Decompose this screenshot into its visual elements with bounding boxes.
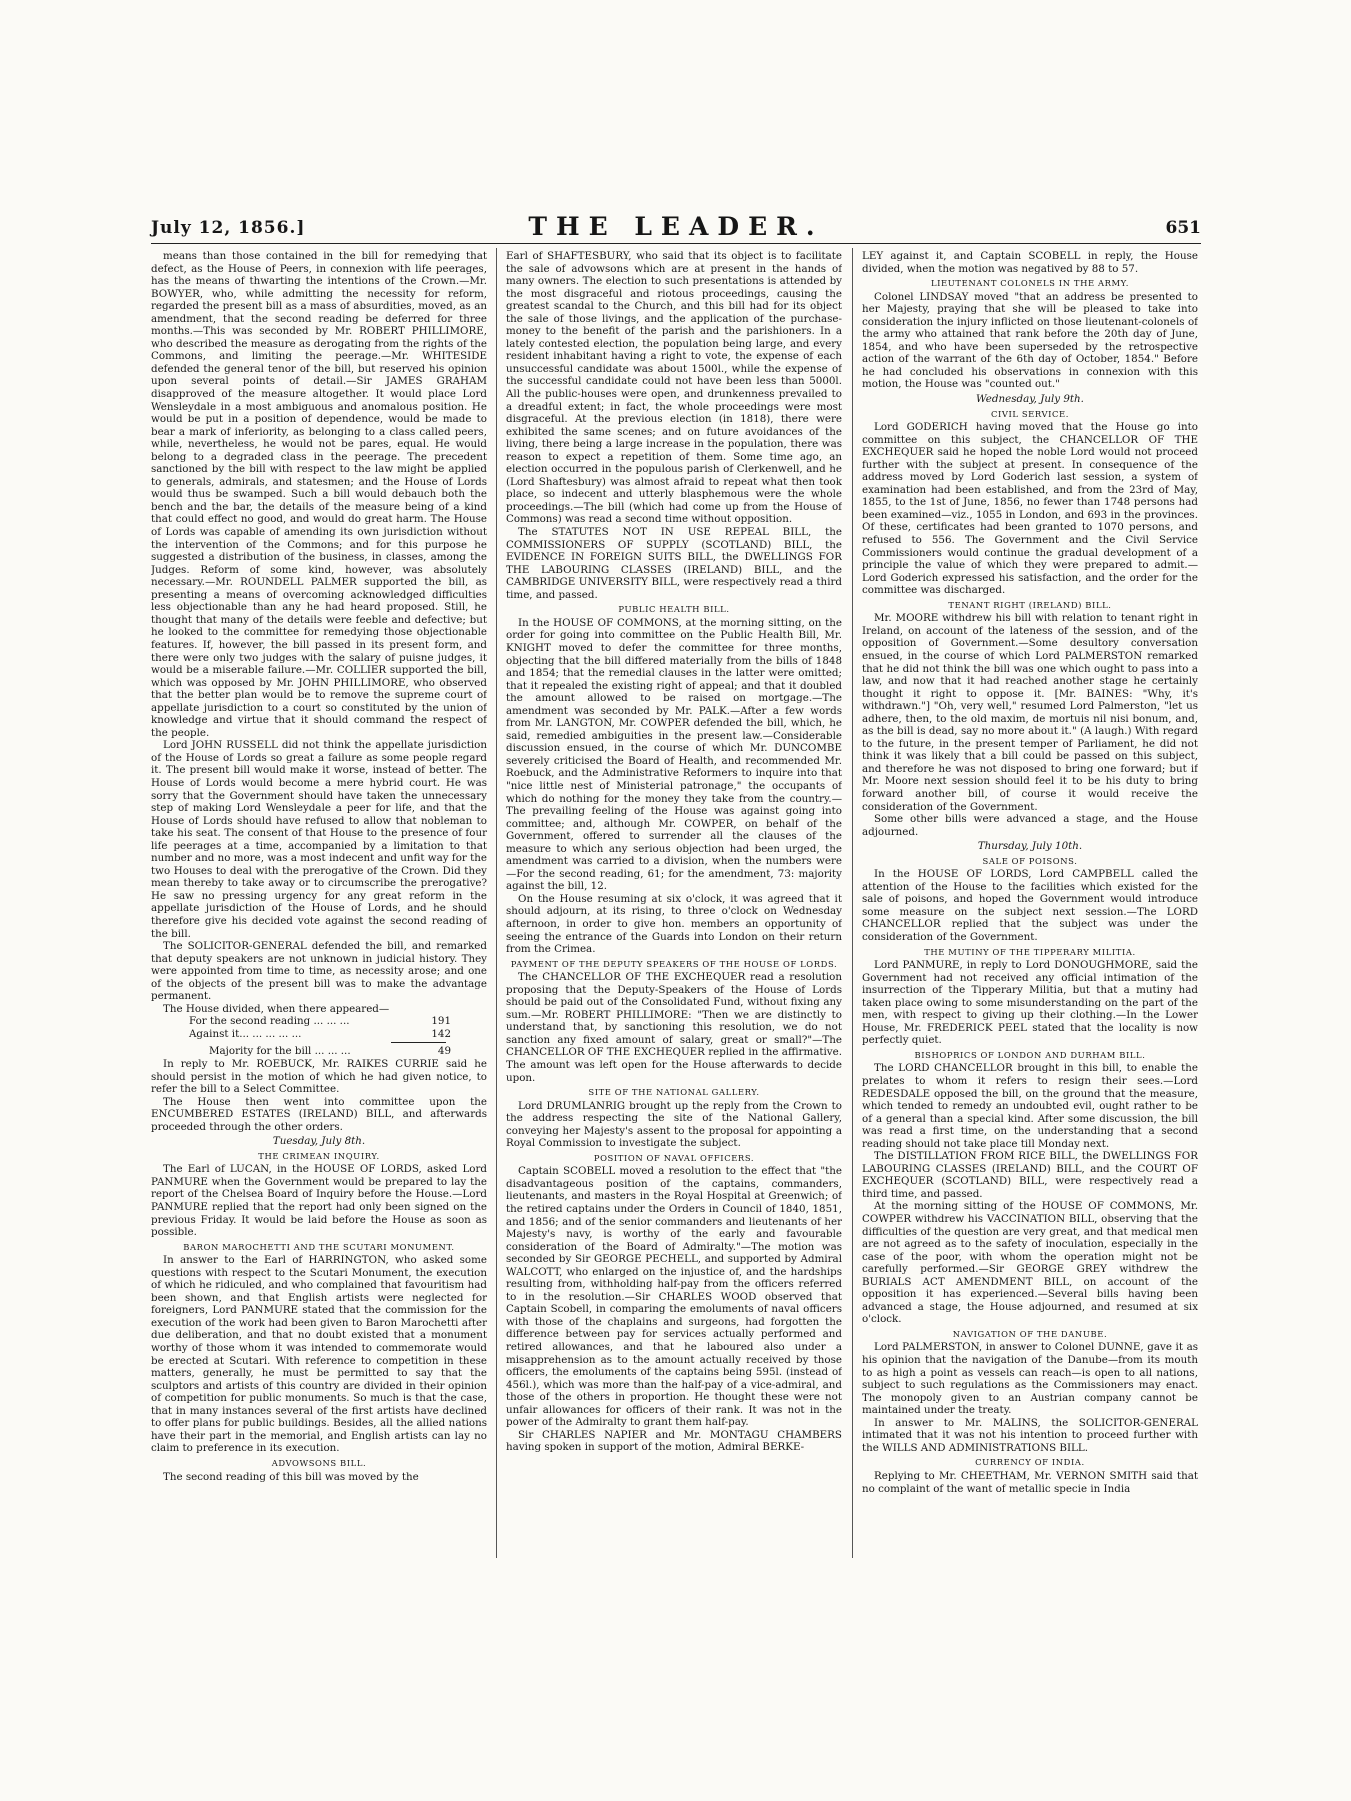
section-heading: PAYMENT OF THE DEPUTY SPEAKERS OF THE HOUSE OF LORDS. [510,958,838,969]
article-paragraph: means than those contained in the bill for remedying that defect, as the House of Peers, in connexion with life peerages, has the means of thwarting the intentions of the Crown.—Mr. BOWYER, who, while admitting the necessity for reform, regarded the present bill as a mass of absurdities, moved, as an amendment, that the second reading be deferred for three months.—This was seconded by Mr. ROBERT PHILLIMORE, who described the measure as derogating from the rights of the Commons, and limiting the peerage.—Mr. WHITESIDE defended the general tenor of the bill, but reserved his opinion upon several points of detail.—Sir JAMES GRAHAM disapproved of the measure altogether. It would place Lord Wensleydale in a most ambiguous and anomalous position. He would be put in a position of dependence, would be made to bear a mark of inferiority, as belonging to a class called peers, while, nevertheless, he would not be pares, equal. He would belong to a degraded class in the peerage. The precedent sanctioned by the bill with respect to the law might be applied to generals, admirals, and statesmen; and the House of Lords would thus be swamped. Such a bill would debauch both the bench and the bar, the details of the measure being of a kind that could effect no good, and would do great harm. The House of Lords was capable of amending its own jurisdiction without the intervention of the Commons; and for this purpose he suggested a distribution of the business, in classes, among the Judges. Reform of some kind, however, was absolutely necessary.—Mr. ROUNDELL PALMER supported the bill, as presenting a means of overcoming acknowledged difficulties less objectionable than any he had heard proposed. Still, he thought that many of the details were feeble and defective; but he looked to the committee for remedying those objectionable features. If, however, the bill passed in its present form, and there were only two judges with the salary of puisne judges, it would be a miserable failure.—Mr. COLLIER supported the bill, which was opposed by Mr. JOHN PHILLIMORE, who observed that the better plan would be to remove the supreme court of appellate jurisdiction to a court so constituted by the union of knowledge and virtue that it should command the respect of the people. [151,250,487,739]
article-paragraph: The Earl of LUCAN, in the HOUSE OF LORDS, asked Lord PANMURE when the Government would be prepared to lay the report of the Chelsea Board of Inquiry before the House.—Lord PANMURE replied that the report had only been signed on the previous Friday. It would be laid before the House as soon as possible. [151,1163,487,1239]
section-heading: PUBLIC HEALTH BILL. [618,604,730,615]
article-paragraph: Replying to Mr. CHEETHAM, Mr. VERNON SMITH said that no complaint of the want of metallic specie in India [862,1469,1198,1495]
article-paragraph: The second reading of this bill was moved by the [163,1470,419,1483]
article-paragraph: Lord PANMURE, in reply to Lord DONOUGHMORE, said the Government had not received any official intimation of the insurrection of the Tipperary Militia, but that a mutiny had taken place owing to some misunderstanding on the part of the men, with respect to giving up their clothing.—In the Lower House, Mr. FREDERICK PEEL stated that the locality is now perfectly quiet. [862,959,1198,1047]
section-heading: LIEUTENANT COLONELS IN THE ARMY. [930,278,1129,289]
section-heading: ADVOWSONS BILL. [271,1457,367,1468]
article-paragraph: The DISTILLATION FROM RICE BILL, the DWELLINGS FOR LABOURING CLASSES (IRELAND) BILL, and the COURT OF EXCHEQUER (SCOTLAND) BILL, were respectively read a third time, and passed. [862,1150,1198,1200]
column-1 [151,250,487,1483]
article-paragraph: At the morning sitting of the HOUSE OF COMMONS, Mr. COWPER withdrew his VACCINATION BILL, observing that the difficulties of the question are very great, and that medical men are not agreed as to the safety of inoculation, especially in the case of the poor, with whom the operation might not be carefully performed.—Sir GEORGE GREY withdrew the BURIALS ACT AMENDMENT BILL, on account of the opposition it has experienced.—Several bills having been advanced a stage, the House adjourned, and resumed at six o'clock. [862,1200,1198,1326]
section-heading: THE MUTINY OF THE TIPPERARY MILITIA. [924,946,1136,957]
dateline: Thursday, July 10th. [977,840,1083,853]
division-label: Majority for the bill ... ... ... [209,1045,351,1058]
column-2 [506,250,842,1454]
issue-date: July 12, 1856.] [151,218,306,238]
section-heading: THE CRIMEAN INQUIRY. [258,1150,380,1161]
section-heading: BISHOPRICS OF LONDON AND DURHAM BILL. [914,1049,1146,1060]
column-divider [496,248,497,1558]
section-heading: TENANT RIGHT (IRELAND) BILL. [948,599,1112,610]
dateline: Wednesday, July 9th. [976,393,1084,406]
article-paragraph: Mr. MOORE withdrew his bill with relation to tenant right in Ireland, on account of the lateness of the session, and of the opposition of Government.—Some desultory conversation ensued, in the course of which Lord PALMERSTON remarked that he did not think the bill was one which ought to pass into a law, and now that it had reached another stage he certainly thought it right to oppose it. [Mr. BAINES: "Why, it's withdrawn."] "Oh, very well," resumed Lord Palmerston, "let us adhere, then, to the old maxim, de mortuis nil nisi bonum, and, as the bill is dead, say no more about it." (A laugh.) With regard to the future, in the present temper of Parliament, he did not think it was likely that a bill could be passed on this subject, and therefore he was not disposed to bring one forward; but if Mr. Moore next session should feel it to be his duty to bring forward another bill, of course it would receive the consideration of the Government. [862,612,1198,813]
article-paragraph: The House then went into committee upon the ENCUMBERED ESTATES (IRELAND) BILL, and afterwards proceeded through the other orders. [151,1095,487,1133]
division-rule [391,1042,446,1043]
article-paragraph: Earl of SHAFTESBURY, who said that its object is to facilitate the sale of advowsons which are at present in the hands of many owners. The election to such presentations is attended by the most disgraceful and riotous proceedings, causing the greatest scandal to the Church, and this bill had for its object the sale of those livings, and the application of the purchase-money to the benefit of the parish and the parishioners. In a lately contested election, the population being large, and every resident inhabitant having a right to vote, the expense of each unsuccessful candidate was about 1500l., while the expense of the successful candidate could not have been less than 5000l. All the public-houses were open, and drunkenness prevailed to a dreadful extent; in fact, the whole proceedings were most disgraceful. At the previous election (in 1818), there were exhibited the same scenes; and on future avoidances of the living, there being a large increase in the population, there was reason to expect a repetition of them. Some time ago, an election occurred in the populous parish of Clerkenwell, and he (Lord Shaftesbury) was almost afraid to repeat what then took place, so indecent and utterly blasphemous were the whole proceedings.—The bill (which had come up from the House of Commons) was read a second time without opposition. [506,250,842,526]
page-number: 651 [1165,218,1201,238]
article-paragraph: Captain SCOBELL moved a resolution to the effect that "the disadvantageous position of the captains, commanders, lieutenants, and masters in the Royal Hospital at Greenwich; of the retired captains under the Orders in Council of 1840, 1851, and 1856; and of the senior commanders and lieutenants of her Majesty's navy, is worthy of the early and favourable consideration of the Board of Admiralty."—The motion was seconded by Sir GEORGE PECHELL, and supported by Admiral WALCOTT, who enlarged on the injustice of, and the hardships resulting from, withholding half-pay from the officers referred to in the resolution.—Sir CHARLES WOOD observed that Captain Scobell, in comparing the emoluments of naval officers with those of the chaplains and surgeons, had forgotten the difference between pay for services actually performed and retired allowances, and that he laboured also under a misapprehension as to the amount actually received by those officers, the emoluments of the captains being 595l. (instead of 456l.), which was more than the half-pay of a vice-admiral, and those of the others in proportion. He thought these were not unfair allowances for officers of their rank. It was not in the power of the Admiralty to grant them half-pay. [506,1165,842,1429]
article-paragraph: Lord GODERICH having moved that the House go into committee on this subject, the CHANCELLOR OF THE EXCHEQUER said he hoped the noble Lord would not proceed further with the subject at present. In consequence of the address moved by Lord Goderich last session, a system of examination had been established, and from the 23rd of May, 1855, to the 1st of June, 1856, no fewer than 1748 persons had been examined—viz., 1055 in London, and 693 in the provinces. Of these, certificates had been granted to 1070 persons, and refused to 556. The Government and the Civil Service Commissioners would continue the gradual development of a principle the value of which they were prepared to admit.—Lord Goderich expressed his satisfaction, and the order for the committee was discharged. [862,421,1198,597]
article-paragraph: The SOLICITOR-GENERAL defended the bill, and remarked that deputy speakers are not unknown in judicial history. They were appointed from time to time, as necessity arose; and one of the objects of the present bill was to make the advantage permanent. [151,940,487,1003]
section-heading: NAVIGATION OF THE DANUBE. [952,1328,1108,1339]
section-heading: SALE OF POISONS. [982,855,1078,866]
section-heading: BARON MAROCHETTI AND THE SCUTARI MONUMENT. [183,1241,455,1252]
article-paragraph: Colonel LINDSAY moved "that an address be presented to her Majesty, praying that she will be pleased to take into consideration the injury inflicted on those lieutenant-colonels of the army who attained that rank before the 20th day of June, 1854, and who have been superseded by the retrospective action of the warrant of the 6th day of October, 1854." Before he had concluded his observations in connexion with this motion, the House was "counted out." [862,290,1198,391]
newspaper-title: THE LEADER. [528,212,824,241]
article-paragraph: In reply to Mr. ROEBUCK, Mr. RAIKES CURRIE said he should persist in the motion of which he had given notice, to refer the bill to a Select Committee. [151,1058,487,1096]
article-paragraph: In the HOUSE OF LORDS, Lord CAMPBELL called the attention of the House to the facilities which existed for the sale of poisons, and hoped the Government would introduce some measure on the subject next session.—The LORD CHANCELLOR replied that the subject was under the consideration of the Government. [862,868,1198,943]
article-paragraph: In answer to the Earl of HARRINGTON, who asked some questions with respect to the Scutari Monument, the execution of which he ridiculed, and who complained that favouritism had been shown, and that English artists were neglected for foreigners, Lord PANMURE stated that the commission for the execution of the work had been given to Baron Marochetti after due deliberation, and that no doubt existed that a monument worthy of those whom it was intended to commemorate would be erected at Scutari. With reference to competition in these matters, generally, he must be permitted to say that the sculptors and artists of this country are divided in their opinion of competition for public monuments. So much is that the case, that in many instances several of the first artists have declined to offer plans for public buildings. Besides, all the allied nations have their part in the memorial, and English artists can lay no claim to preference in its execution. [151,1254,487,1455]
article-paragraph: The LORD CHANCELLOR brought in this bill, to enable the prelates to whom it refers to resign their sees.—Lord REDESDALE opposed the bill, on the ground that the measure, which tended to remedy an undoubted evil, ought rather to be of a general than a special kind. After some discussion, the bill was read a first time, on the understanding that a second reading should not take place till Monday next. [862,1062,1198,1150]
article-paragraph: On the House resuming at six o'clock, it was agreed that it should adjourn, at its rising, to three o'clock on Wednesday afternoon, in order to give hon. members an opportunity of seeing the entrance of the Guards into London on their return from the Crimea. [506,892,842,956]
article-paragraph: In the HOUSE OF COMMONS, at the morning sitting, on the order for going into committee on the Public Health Bill, Mr. KNIGHT moved to defer the committee for three months, objecting that the bill differed materially from the bills of 1848 and 1854; that the remedial clauses in the latter were omitted; that it repealed the existing right of appeal; and that it doubled the amount allowed to be raised on mortgage.—The amendment was seconded by Mr. PALK.—After a few words from Mr. LANGTON, Mr. COWPER defended the bill, which, he said, remedied ambiguities in the present law.—Considerable discussion ensued, in the course of which Mr. DUNCOMBE severely criticised the Board of Health, and recommended Mr. Roebuck, and the Administrative Reformers to inquire into that "nice little nest of Ministerial patronage," the occupants of which do nothing for the money they take from the country.—The prevailing feeling of the House was against going into committee; and, although Mr. COWPER, on behalf of the Government, offered to surrender all the clauses of the measure to which any serious objection had been urged, the amendment was carried to a division, when the numbers were—For the second reading, 61; for the amendment, 73: majority against the bill, 12. [506,616,842,893]
article-paragraph: Lord JOHN RUSSELL did not think the appellate jurisdiction of the House of Lords so great a failure as some people regard it. The present bill would make it worse, instead of better. The House of Lords would become a mere hybrid court. He was sorry that the Government should have taken the unnecessary step of making Lord Wensleydale a peer for life, and that the House of Lords should have refused to allow that nobleman to take his seat. The consent of that House to the presence of four life peerages at a time, accompanied by a limitation to that number and no more, was a most indecent and unfit way for the two Houses to deal with the prerogative of the Crown. Did they mean thereby to take away or to circumscribe the prerogative? He saw no pressing urgency for any great reform in the appellate jurisdiction of the House of Lords, and he should therefore give his decided vote against the second reading of the bill. [151,739,487,940]
article-paragraph: The STATUTES NOT IN USE REPEAL BILL, the COMMISSIONERS OF SUPPLY (SCOTLAND) BILL, the EVIDENCE IN FOREIGN SUITS BILL, the DWELLINGS FOR THE LABOURING CLASSES (IRELAND) BILL, and the CAMBRIDGE UNIVERSITY BILL, were respectively read a third time, and passed. [506,526,842,601]
column-divider [852,248,853,1558]
section-heading: CURRENCY OF INDIA. [975,1457,1085,1468]
division-row [151,1015,487,1028]
article-paragraph: The CHANCELLOR OF THE EXCHEQUER read a resolution proposing that the Deputy-Speakers of the House of Lords should be paid out of the Consolidated Fund, without fixing any sum.—Mr. ROBERT PHILLIMORE: "Then we are distinctly to understand that, by sanctioning this resolution, we do not sanction any fixed amount of salary, great or small?"—The CHANCELLOR OF THE EXCHEQUER replied in the affirmative. The amount was left open for the House afterwards to decide upon. [506,971,842,1084]
section-heading: SITE OF THE NATIONAL GALLERY. [588,1087,760,1098]
division-value: 49 [437,1045,451,1058]
article-paragraph: The House divided, when there appeared— [163,1002,390,1015]
article-paragraph: Sir CHARLES NAPIER and Mr. MONTAGU CHAMBERS having spoken in support of the motion, Admiral BERKE- [506,1428,842,1454]
article-paragraph: Lord DRUMLANRIG brought up the reply from the Crown to the address respecting the site of the National Gallery, conveying her Majesty's assent to the proposal for appointing a Royal Commission to investigate the subject. [506,1099,842,1150]
article-paragraph: Some other bills were advanced a stage, and the House adjourned. [862,813,1198,838]
dateline: Tuesday, July 8th. [272,1135,366,1148]
section-heading: POSITION OF NAVAL OFFICERS. [593,1152,755,1163]
column-3 [862,250,1198,1495]
division-value: 142 [431,1027,451,1040]
section-heading: CIVIL SERVICE. [990,408,1070,419]
division-total [151,1045,487,1058]
masthead [151,212,1201,246]
division-value: 191 [431,1015,451,1028]
masthead-rule [151,243,1201,244]
article-paragraph: LEY against it, and Captain SCOBELL in reply, the House divided, when the motion was negatived by 88 to 57. [862,250,1198,275]
division-label: Against it... ... ... ... ... [189,1027,302,1040]
division-label: For the second reading ... ... ... [189,1015,350,1028]
division-row [151,1028,487,1041]
article-paragraph: Lord PALMERSTON, in answer to Colonel DUNNE, gave it as his opinion that the navigation of the Danube—from its mouth to as high a point as vessels can reach—is open to all nations, subject to such regulations as the Commissioners may enact. The monopoly given to an Austrian company cannot be maintained under the treaty. [862,1341,1198,1417]
article-paragraph: In answer to Mr. MALINS, the SOLICITOR-GENERAL intimated that it was not his intention to proceed further with the WILLS AND ADMINISTRATIONS BILL. [862,1416,1198,1454]
